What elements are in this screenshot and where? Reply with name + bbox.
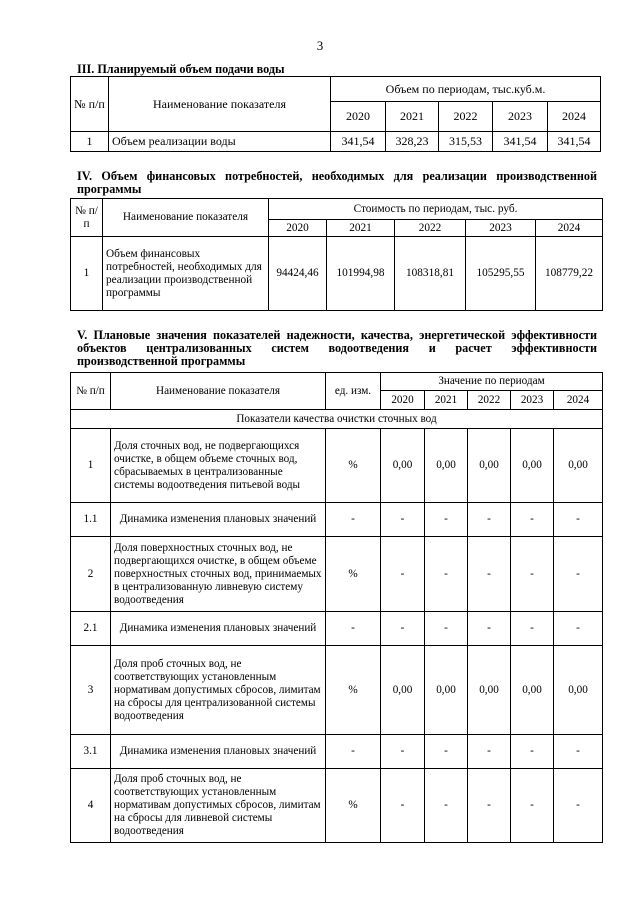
row-value: 0,00 bbox=[425, 429, 468, 503]
col-header-name: Наименование показателя bbox=[109, 77, 331, 132]
year-header: 2022 bbox=[395, 220, 466, 237]
row-name: Доля проб сточных вод, не соответствующих установленным нормативам допустимых сбросов, лимитам на сбросы для централизованной системы водоотведения bbox=[111, 646, 326, 735]
row-value: - bbox=[511, 503, 554, 537]
row-value: - bbox=[425, 769, 468, 843]
row-value: - bbox=[468, 537, 511, 612]
row-name: Объем реализации воды bbox=[109, 132, 331, 152]
row-num: 3.1 bbox=[71, 735, 111, 769]
row-value: 0,00 bbox=[511, 429, 554, 503]
row-unit: % bbox=[326, 646, 381, 735]
row-value: 0,00 bbox=[468, 646, 511, 735]
table-row bbox=[71, 537, 603, 612]
row-value: - bbox=[468, 612, 511, 646]
row-value: - bbox=[425, 537, 468, 612]
row-value: - bbox=[554, 735, 603, 769]
row-name: Объем финансовых потребностей, необходимых для реализации производственной программы bbox=[103, 237, 269, 311]
row-value: - bbox=[468, 769, 511, 843]
row-unit: - bbox=[326, 503, 381, 537]
row-value: 105295,55 bbox=[466, 237, 536, 311]
row-num: 3 bbox=[71, 646, 111, 735]
page-number: 3 bbox=[316, 38, 324, 53]
year-header: 2022 bbox=[439, 102, 493, 132]
row-value: - bbox=[381, 503, 425, 537]
row-name: Доля сточных вод, не подвергающихся очистке, в общем объеме сточных вод, сбрасываемых в централизованные системы водоотведения питьевой воды bbox=[111, 429, 326, 503]
year-header: 2024 bbox=[536, 220, 603, 237]
section-subheader: Показатели качества очистки сточных вод bbox=[71, 410, 603, 429]
col-header-num: № п/п bbox=[71, 199, 103, 237]
row-value: - bbox=[554, 769, 603, 843]
row-value: - bbox=[381, 537, 425, 612]
row-value: - bbox=[381, 769, 425, 843]
row-value: 101994,98 bbox=[327, 237, 395, 311]
row-unit: % bbox=[326, 769, 381, 843]
row-value: - bbox=[511, 537, 554, 612]
year-header: 2020 bbox=[331, 102, 386, 132]
row-value: 0,00 bbox=[554, 429, 603, 503]
row-value: - bbox=[468, 503, 511, 537]
col-header-name: Наименование показателя bbox=[103, 199, 269, 237]
row-value: 0,00 bbox=[381, 429, 425, 503]
col-header-num: № п/п bbox=[71, 77, 109, 132]
table-row bbox=[71, 237, 603, 311]
year-header: 2020 bbox=[269, 220, 327, 237]
row-name: Динамика изменения плановых значений bbox=[111, 612, 326, 646]
row-value: - bbox=[554, 612, 603, 646]
row-value: 315,53 bbox=[439, 132, 493, 152]
row-value: - bbox=[554, 537, 603, 612]
year-header: 2021 bbox=[386, 102, 439, 132]
row-value: - bbox=[381, 735, 425, 769]
row-value: - bbox=[554, 503, 603, 537]
row-value: - bbox=[425, 735, 468, 769]
section-4-heading: IV. Объем финансовых потребностей, необходимых для реализации производственной программы bbox=[77, 169, 597, 196]
row-value: - bbox=[381, 612, 425, 646]
year-header: 2023 bbox=[511, 391, 554, 410]
row-value: - bbox=[425, 503, 468, 537]
col-header-group: Объем по периодам, тыс.куб.м. bbox=[331, 77, 601, 102]
year-header: 2024 bbox=[554, 391, 603, 410]
table-row bbox=[71, 503, 603, 537]
row-unit: % bbox=[326, 429, 381, 503]
row-value: - bbox=[468, 735, 511, 769]
row-value: - bbox=[511, 612, 554, 646]
financial-needs-table bbox=[70, 198, 603, 311]
table-row bbox=[71, 769, 603, 843]
row-value: 341,54 bbox=[548, 132, 601, 152]
row-num: 4 bbox=[71, 769, 111, 843]
row-unit: - bbox=[326, 612, 381, 646]
row-num: 1 bbox=[71, 429, 111, 503]
row-value: 341,54 bbox=[331, 132, 386, 152]
col-header-group: Стоимость по периодам, тыс. руб. bbox=[269, 199, 603, 220]
table-row bbox=[71, 735, 603, 769]
table-row bbox=[71, 429, 603, 503]
row-name: Динамика изменения плановых значений bbox=[111, 735, 326, 769]
row-num: 2.1 bbox=[71, 612, 111, 646]
col-header-unit: ед. изм. bbox=[326, 373, 381, 410]
table-row bbox=[71, 132, 601, 152]
row-value: 0,00 bbox=[381, 646, 425, 735]
year-header: 2024 bbox=[548, 102, 601, 132]
year-header: 2023 bbox=[466, 220, 536, 237]
table-row bbox=[71, 646, 603, 735]
water-supply-table bbox=[70, 76, 601, 152]
section-3-heading: III. Планируемый объем подачи воды bbox=[77, 62, 285, 76]
row-value: 108779,22 bbox=[536, 237, 603, 311]
row-num: 1 bbox=[71, 132, 109, 152]
col-header-name: Наименование показателя bbox=[111, 373, 326, 410]
table-row bbox=[71, 612, 603, 646]
col-header-group: Значение по периодам bbox=[381, 373, 603, 391]
row-name: Динамика изменения плановых значений bbox=[111, 503, 326, 537]
col-header-num: № п/п bbox=[71, 373, 111, 410]
row-value: 0,00 bbox=[468, 429, 511, 503]
row-unit: - bbox=[326, 735, 381, 769]
row-value: - bbox=[425, 612, 468, 646]
row-value: 0,00 bbox=[554, 646, 603, 735]
row-value: 341,54 bbox=[493, 132, 548, 152]
year-header: 2022 bbox=[468, 391, 511, 410]
row-value: 94424,46 bbox=[269, 237, 327, 311]
row-num: 2 bbox=[71, 537, 111, 612]
quality-indicators-table bbox=[70, 372, 603, 843]
row-value: 0,00 bbox=[511, 646, 554, 735]
row-num: 1 bbox=[71, 237, 103, 311]
row-name: Доля проб сточных вод, не соответствующих установленным нормативам допустимых сбросов, лимитам на сбросы для ливневой системы водоотведения bbox=[111, 769, 326, 843]
row-name: Доля поверхностных сточных вод, не подвергающихся очистке, в общем объеме поверхностных сточных вод, принимаемых в централизованную ливневую систему водоотведения bbox=[111, 537, 326, 612]
row-value: 328,23 bbox=[386, 132, 439, 152]
row-unit: % bbox=[326, 537, 381, 612]
row-value: 108318,81 bbox=[395, 237, 466, 311]
row-value: - bbox=[511, 735, 554, 769]
year-header: 2021 bbox=[327, 220, 395, 237]
row-value: 0,00 bbox=[425, 646, 468, 735]
row-value: - bbox=[511, 769, 554, 843]
section-5-heading: V. Плановые значения показателей надежности, качества, энергетической эффективности объектов централизованных систем водоотведения и расчет эффективности производственной программы bbox=[77, 328, 597, 368]
row-num: 1.1 bbox=[71, 503, 111, 537]
year-header: 2020 bbox=[381, 391, 425, 410]
year-header: 2023 bbox=[493, 102, 548, 132]
year-header: 2021 bbox=[425, 391, 468, 410]
